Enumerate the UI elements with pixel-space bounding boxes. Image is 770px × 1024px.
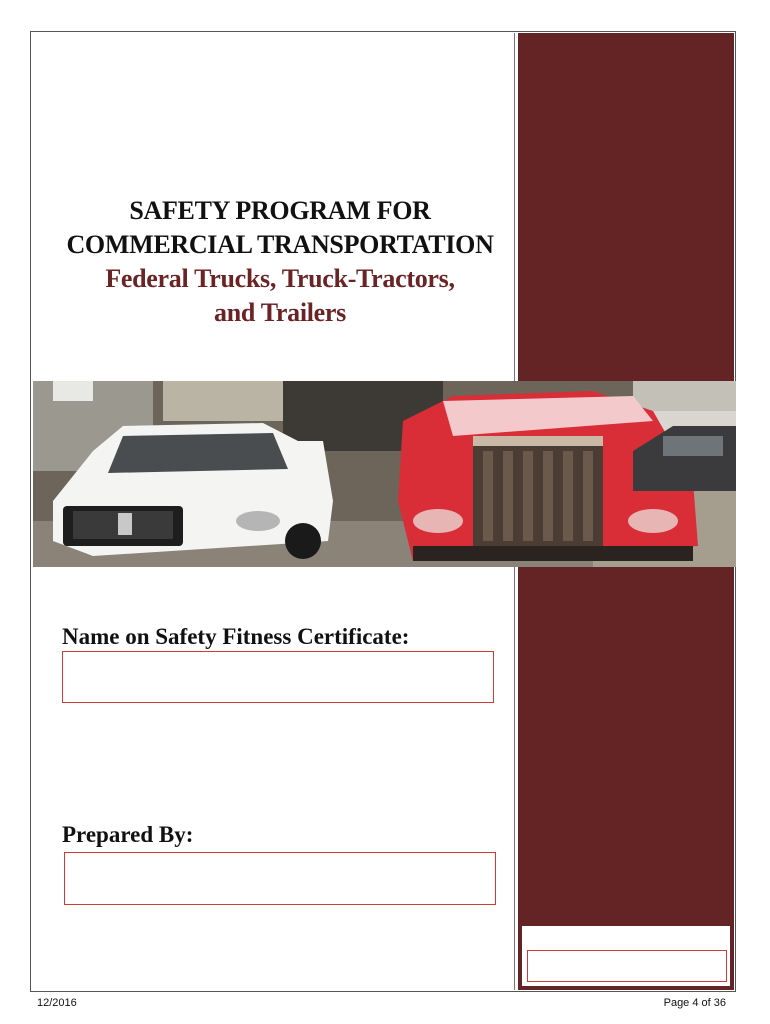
cover-photo <box>33 381 736 567</box>
prepared-by-label: Prepared By: <box>62 822 194 847</box>
document-title-block <box>40 194 520 330</box>
title-line-2: COMMERCIAL TRANSPORTATION <box>66 230 494 259</box>
footer-date: 12/2016 <box>37 997 77 1009</box>
certificate-name-field[interactable] <box>62 651 494 703</box>
title-line-1: SAFETY PROGRAM FOR <box>129 196 431 225</box>
subtitle-line-1: Federal Trucks, Truck-Tractors, <box>105 264 455 293</box>
prepared-by-field[interactable] <box>64 852 496 905</box>
truck-photo-illustration <box>33 381 736 567</box>
side-band-field[interactable] <box>527 950 727 982</box>
footer-page-number: Page 4 of 36 <box>663 997 726 1009</box>
subtitle-line-2: and Trailers <box>214 298 346 327</box>
certificate-name-label: Name on Safety Fitness Certificate: <box>62 624 410 649</box>
